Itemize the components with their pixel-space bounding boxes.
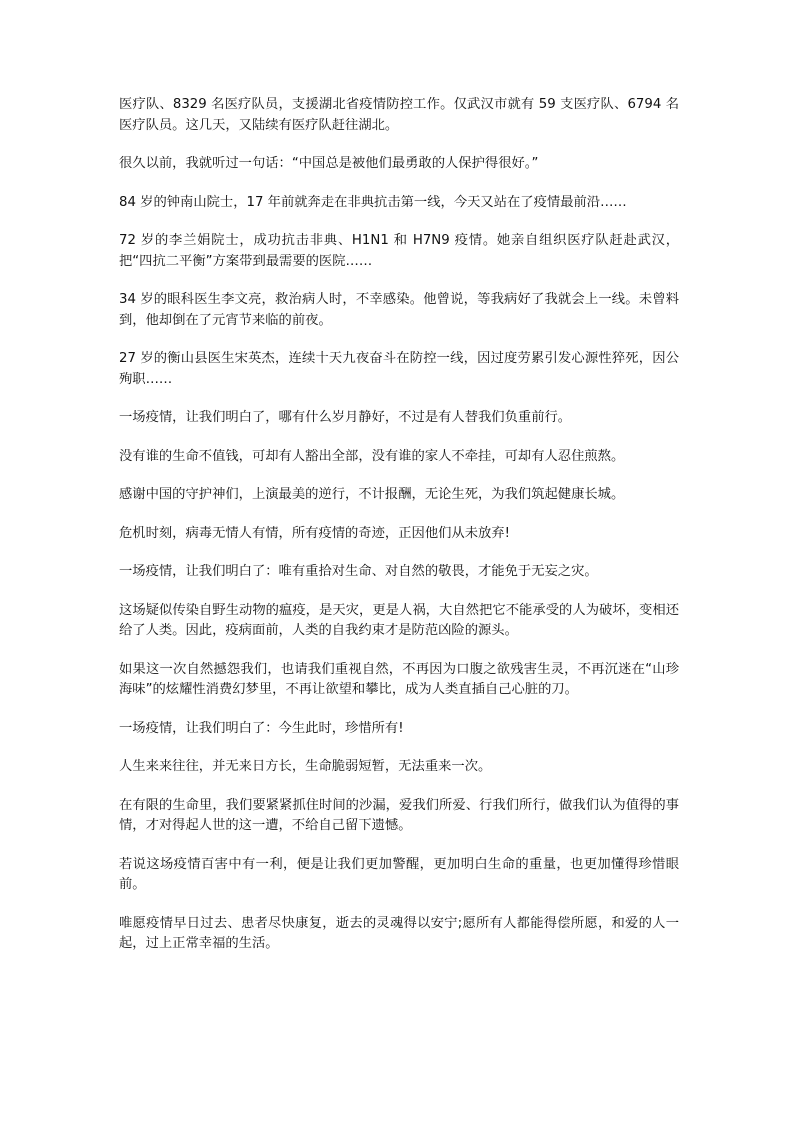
paragraph-quote: 很久以前，我就听过一句话：“中国总是被他们最勇敢的人保护得很好。” — [119, 156, 539, 171]
paragraph-no-life-worthless: 没有谁的生命不值钱，可却有人豁出全部，没有谁的家人不牵挂，可却有人忍住煎熬。 — [119, 448, 625, 464]
paragraph-lesson-one: 一场疫情，让我们明白了，哪有什么岁月静好，不过是有人替我们负重前行。 — [119, 410, 572, 425]
paragraph-wish: 唯愿疫情早日过去、患者尽快康复，逝去的灵魂得以安宁;愿所有人都能得偿所愿，和爱的人一起，过上正常幸福的生活。 — [119, 915, 679, 951]
paragraph-li-wenliang: 34 岁的眼科医生李文亮，救治病人时，不幸感染。他曾说，等我病好了我就会上一线。未曾料到，他却倒在了元宵节来临的前夜。 — [119, 292, 679, 328]
paragraph-li-lanjuan: 72 岁的李兰娟院士，成功抗击非典、H1N1 和 H7N9 疫情。她亲自组织医疗队赶赴武汉，把“四抗二平衡”方案带到最需要的医院…… — [119, 233, 679, 269]
document-body — [119, 95, 679, 973]
paragraph-song-yingjie: 27 岁的衡山县医生宋英杰，连续十天九夜奋斗在防控一线，因过度劳累引发心源性猝死，因公殉职…… — [119, 351, 679, 387]
paragraph-thanks-guardians: 感谢中国的守护神们，上演最美的逆行，不计报酬，无论生死，为我们筑起健康长城。 — [119, 487, 625, 502]
paragraph-crisis-moment: 危机时刻，病毒无情人有情，所有疫情的奇迹，正因他们从未放弃! — [119, 525, 510, 541]
paragraph-lesson-two: 一场疫情，让我们明白了：唯有重拾对生命、对自然的敬畏，才能免于无妄之灾。 — [119, 564, 598, 579]
paragraph-life-short: 人生来来往往，并无来日方长，生命脆弱短暂，无法重来一次。 — [119, 759, 492, 774]
paragraph-medical-teams: 医疗队、8329 名医疗队员，支援湖北省疫情防控工作。仅武汉市就有 59 支医疗队、6794 名医疗队员。这几天，又陆续有医疗队赶往湖北。 — [119, 97, 679, 133]
paragraph-zhong-nanshan: 84 岁的钟南山院士，17 年前就奔走在非典抗击第一线，今天又站在了疫情最前沿…… — [119, 194, 627, 210]
paragraph-lesson-three: 一场疫情，让我们明白了：今生此时，珍惜所有! — [119, 720, 404, 736]
paragraph-respect-nature: 如果这一次自然撼怨我们，也请我们重视自然，不再因为口腹之欲残害生灵，不再沉迷在“山珍海味”的炫耀性消费幻梦里，不再让欲望和攀比，成为人类直插自己心脏的刀。 — [119, 661, 679, 697]
paragraph-one-benefit: 若说这场疫情百害中有一利，便是让我们更加警醒，更加明白生命的重量，也更加懂得珍惜眼前。 — [119, 856, 679, 892]
paragraph-wildlife-plague: 这场疑似传染自野生动物的瘟疫，是天灾，更是人祸，大自然把它不能承受的人为破坏，变相还给了人类。因此，疫病面前，人类的自我约束才是防范凶险的源头。 — [119, 602, 679, 638]
paragraph-limited-life: 在有限的生命里，我们要紧紧抓住时间的沙漏，爱我们所爱、行我们所行，做我们认为值得的事情，才对得起人世的这一遭，不给自己留下遗憾。 — [119, 797, 679, 833]
